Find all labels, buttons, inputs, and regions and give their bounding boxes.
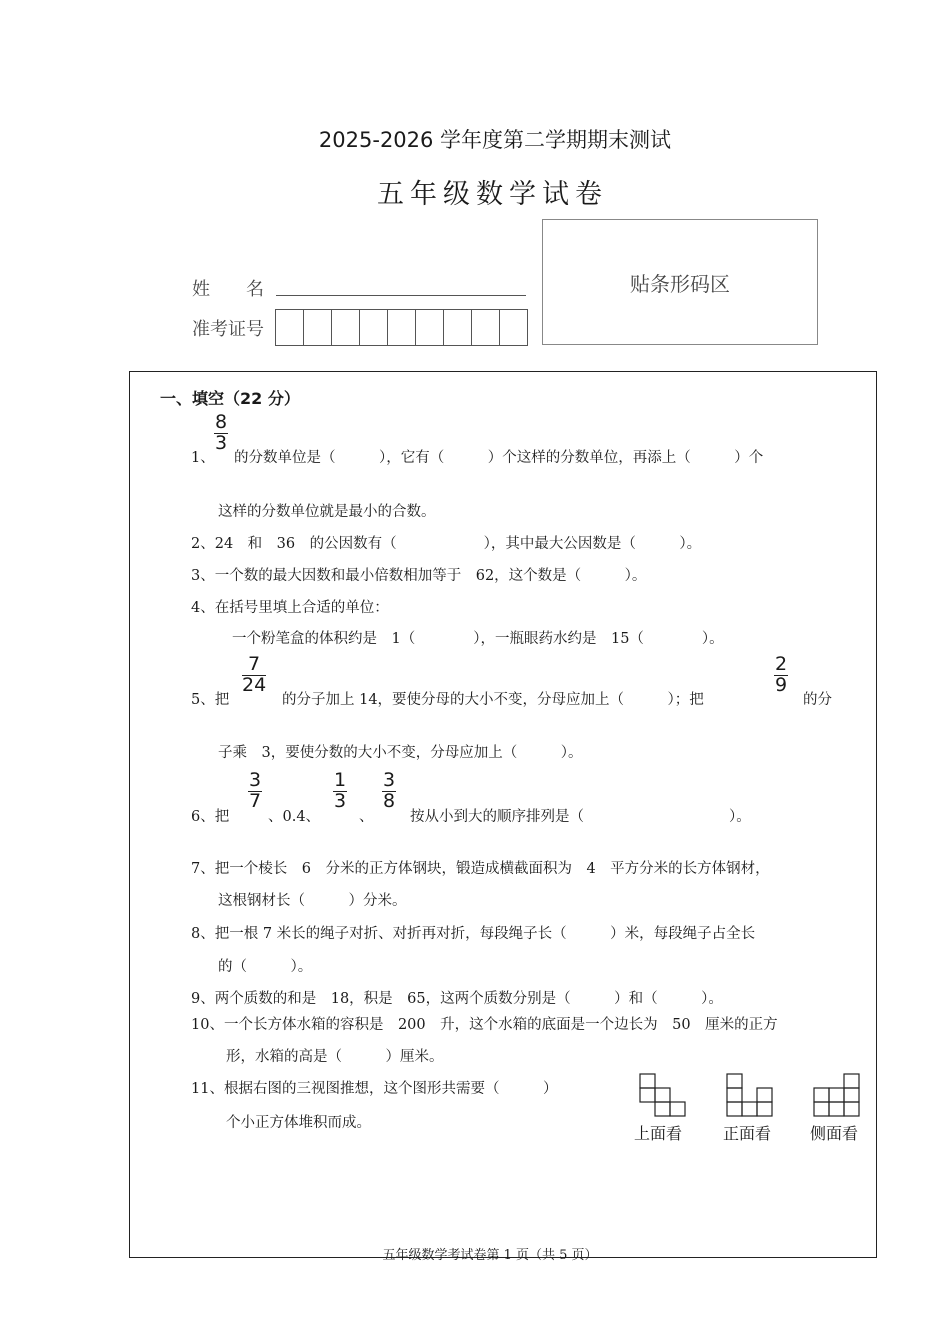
q11-line1: 11、根据右图的三视图推想，这个图形共需要（ ） xyxy=(191,1081,558,1097)
front-view-label: 正面看 xyxy=(723,1124,772,1143)
id-number-boxes[interactable] xyxy=(276,309,528,346)
q5-middle: 的分子加上 14，要使分母的大小不变，分母应加上（ ）；把 xyxy=(282,692,704,708)
q7-line2: 这根钢材长（ ）分米。 xyxy=(218,893,407,909)
q8-line2: 的（ ）。 xyxy=(218,959,313,975)
barcode-area xyxy=(542,219,818,345)
fraction-3-8: $\frac{3}{8}$ xyxy=(383,769,396,812)
name-field[interactable] xyxy=(276,295,526,296)
page-footer: 五年级数学考试卷第 1 页（共 5 页） xyxy=(382,1248,598,1263)
id-box[interactable] xyxy=(331,309,360,346)
top-view-label: 上面看 xyxy=(634,1124,683,1143)
id-box[interactable] xyxy=(499,309,528,346)
q10-line1: 10、一个长方体水箱的容积是 200 升，这个水箱的底面是一个边长为 50 厘米的正方 xyxy=(191,1017,778,1033)
fraction-3-7: $\frac{3}{7}$ xyxy=(249,769,262,812)
q5-prefix: 5、把 xyxy=(191,692,230,708)
q2-text: 2、24 和 36 的公因数有（ ），其中最大公因数是（ ）。 xyxy=(191,536,702,552)
id-box[interactable] xyxy=(275,309,304,346)
id-label: 准考证号 xyxy=(192,319,264,340)
exam-subtitle: 五年级数学试卷 xyxy=(377,179,608,210)
q6-end: 按从小到大的顺序排列是（ ）。 xyxy=(410,809,751,825)
q5-end: 的分 xyxy=(803,692,832,708)
id-box[interactable] xyxy=(387,309,416,346)
q6-sep2: 、 xyxy=(359,809,374,825)
q1-prefix: 1、 xyxy=(191,450,215,466)
side-view-label: 侧面看 xyxy=(810,1124,859,1143)
q4-line1: 4、在括号里填上合适的单位： xyxy=(191,600,389,616)
side-view-figure xyxy=(812,1072,862,1118)
id-box[interactable] xyxy=(303,309,332,346)
fraction-2-9: $\frac{2}{9}$ xyxy=(775,653,788,696)
q11-line2: 个小正方体堆积而成。 xyxy=(226,1115,371,1131)
q3-text: 3、一个数的最大因数和最小倍数相加等于 62，这个数是（ ）。 xyxy=(191,568,647,584)
id-box[interactable] xyxy=(359,309,388,346)
q1-line2: 这样的分数单位就是最小的合数。 xyxy=(218,504,436,520)
id-box[interactable] xyxy=(415,309,444,346)
id-box[interactable] xyxy=(443,309,472,346)
q1-line1: 的分数单位是（ ），它有（ ）个这样的分数单位，再添上（ ）个 xyxy=(234,450,764,466)
front-view-figure xyxy=(725,1072,775,1118)
q5-line2: 子乘 3，要使分数的大小不变，分母应加上（ ）。 xyxy=(218,745,583,761)
id-box[interactable] xyxy=(471,309,500,346)
top-view-figure xyxy=(638,1072,688,1118)
fraction-7-24: $\frac{7}{24}$ xyxy=(242,653,267,696)
q6-sep1: 、0.4、 xyxy=(268,809,321,825)
section-title: 一、填空（22 分） xyxy=(160,389,300,408)
exam-title: 2025-2026 学年度第二学期期末测试 xyxy=(318,128,672,152)
barcode-label: 贴条形码区 xyxy=(630,271,730,296)
q10-line2: 形，水箱的高是（ ）厘米。 xyxy=(226,1049,444,1065)
fraction-1-3: $\frac{1}{3}$ xyxy=(334,769,347,812)
name-label: 姓 名 xyxy=(192,279,264,300)
q8-line1: 8、把一根 7 米长的绳子对折、对折再对折，每段绳子长（ ）米，每段绳子占全长 xyxy=(191,926,756,942)
q4-line2: 一个粉笔盒的体积约是 1（ ），一瓶眼药水约是 15（ ）。 xyxy=(232,631,724,647)
q6-prefix: 6、把 xyxy=(191,809,230,825)
q9-text: 9、两个质数的和是 18，积是 65，这两个质数分别是（ ）和（ ）。 xyxy=(191,991,723,1007)
fraction-8-3: $\frac{8}{3}$ xyxy=(215,411,228,454)
q7-line1: 7、把一个棱长 6 分米的正方体钢块，锻造成横截面积为 4 平方分米的长方体钢材， xyxy=(191,861,770,877)
